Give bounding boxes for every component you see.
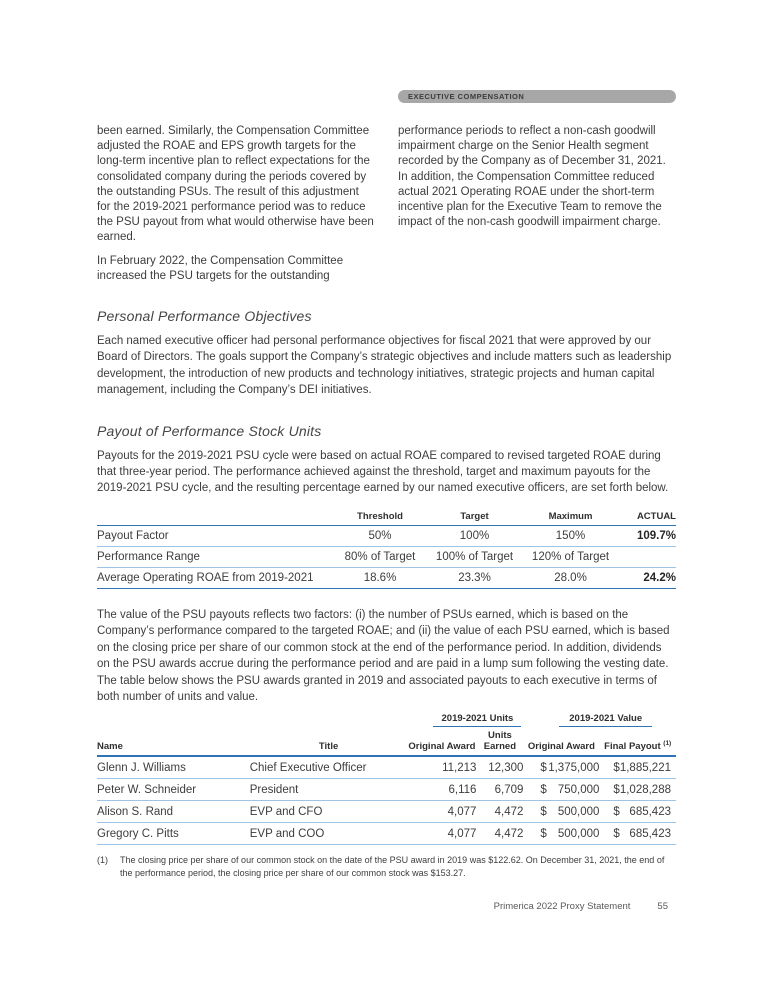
table-row bbox=[97, 779, 676, 801]
cell-original-award-units: 11,213 bbox=[442, 761, 477, 774]
cell-units-earned: 4,472 bbox=[494, 827, 524, 840]
psu-header-maximum: Maximum bbox=[548, 510, 593, 522]
row-label: Payout Factor bbox=[97, 529, 169, 542]
currency-sign: $ bbox=[540, 805, 547, 818]
psu-header-actual: ACTUAL bbox=[636, 510, 676, 522]
currency-sign: $ bbox=[540, 783, 547, 796]
cell-original-award-value: $ 750,000 bbox=[540, 783, 600, 796]
psu-header-blank bbox=[97, 511, 334, 526]
awards-group-header-row bbox=[97, 713, 676, 727]
page-number: 55 bbox=[657, 901, 668, 913]
row-label: Performance Range bbox=[97, 550, 200, 563]
cell-original-award-value: $ 1,375,000 bbox=[540, 761, 600, 774]
intro-left-paragraph-2: In February 2022, the Compensation Committee increased the PSU targets for the outstanding bbox=[97, 254, 344, 282]
footer-document-title: Primerica 2022 Proxy Statement bbox=[493, 901, 631, 913]
cell-executive-name: Glenn J. Williams bbox=[97, 761, 186, 774]
intro-left-paragraph-1: been earned. Similarly, the Compensation Committee adjusted the ROAE and EPS growth targets for the long-term incentive plan to reflect expectations for the consolidated company during the periods covered by the outstanding PSUs. The result of this adjustment for the 2019-2021 performance period was to reduce the PSU payout from what would otherwise have been earned. bbox=[97, 125, 374, 244]
intro-left-column bbox=[97, 90, 375, 284]
cell-executive-name: Alison S. Rand bbox=[97, 805, 174, 818]
table-row bbox=[97, 801, 676, 823]
psu-performance-table bbox=[97, 511, 676, 589]
cell-executive-name: Peter W. Schneider bbox=[97, 783, 197, 796]
cell-target: 100% bbox=[459, 529, 490, 542]
group-header-value: 2019-2021 Value bbox=[523, 713, 676, 727]
cell-maximum: 120% of Target bbox=[531, 550, 610, 563]
intro-two-column-section bbox=[97, 90, 676, 284]
table-row bbox=[97, 823, 676, 845]
awards-column-header-row bbox=[97, 727, 676, 756]
currency-sign: $ bbox=[613, 783, 620, 796]
cell-original-award-units: 4,077 bbox=[447, 805, 477, 818]
cell-title: EVP and COO bbox=[249, 827, 325, 840]
cell-actual: 24.2% bbox=[643, 571, 676, 584]
heading-personal-performance-objectives: Personal Performance Objectives bbox=[97, 308, 312, 325]
currency-sign: $ bbox=[613, 827, 620, 840]
footnote bbox=[97, 854, 676, 879]
cell-title: President bbox=[249, 783, 299, 796]
currency-sign: $ bbox=[613, 761, 620, 774]
currency-sign: $ bbox=[540, 827, 547, 840]
footnote-text: The closing price per share of our common stock on the date of the PSU award in 2019 was $122.62. On December 31, 2021, the end of the performance period, the closing price per share of our common stock was $153.27. bbox=[120, 855, 665, 878]
currency-sign: $ bbox=[540, 761, 547, 774]
cell-original-award-units: 6,116 bbox=[448, 783, 477, 796]
psu-table-header bbox=[97, 511, 676, 526]
row-label: Average Operating ROAE from 2019-2021 bbox=[97, 571, 314, 584]
group-header-units: 2019-2021 Units bbox=[407, 713, 523, 727]
psu-header-threshold: Threshold bbox=[357, 510, 403, 522]
executive-compensation-badge: EXECUTIVE COMPENSATION bbox=[398, 90, 676, 103]
intro-right-column bbox=[398, 90, 676, 284]
group-header-blank bbox=[97, 713, 407, 727]
cell-units-earned: 12,300 bbox=[488, 761, 524, 774]
header-units-earned: Units Earned bbox=[476, 727, 523, 756]
table-row bbox=[97, 546, 676, 567]
cell-actual: 109.7% bbox=[636, 529, 676, 542]
cell-actual bbox=[618, 546, 676, 567]
header-title: Title bbox=[250, 727, 408, 756]
cell-title: Chief Executive Officer bbox=[249, 761, 367, 774]
psu-awards-table bbox=[97, 713, 676, 845]
cell-title: EVP and CFO bbox=[249, 805, 323, 818]
header-original-award-units: Original Award bbox=[407, 727, 476, 756]
psu-payout-paragraph: Payouts for the 2019-2021 PSU cycle were based on actual ROAE compared to revised targeted ROAE during that three-year period. The performance achieved against the threshold, target and maximum payouts for the 2019-2021 PSU cycle, and the resulting percentage earned by our named executive officers, are set forth below. bbox=[97, 449, 669, 495]
cell-threshold: 80% of Target bbox=[344, 550, 416, 563]
cell-original-award-value: $ 500,000 bbox=[540, 805, 600, 818]
awards-table-header bbox=[97, 713, 676, 756]
table-row bbox=[97, 525, 676, 546]
heading-payout-of-performance-stock-units: Payout of Performance Stock Units bbox=[97, 422, 322, 439]
cell-final-payout: $ 1,885,221 bbox=[613, 761, 671, 774]
cell-final-payout: $ 685,423 bbox=[613, 805, 671, 818]
header-final-payout: Final Payout $^{(1)}$ bbox=[599, 727, 676, 756]
psu-header-target: Target bbox=[460, 510, 489, 522]
cell-target: 23.3% bbox=[458, 571, 491, 584]
cell-executive-name: Gregory C. Pitts bbox=[97, 827, 179, 840]
cell-original-award-units: 4,077 bbox=[447, 827, 477, 840]
cell-final-payout: $ 1,028,288 bbox=[613, 783, 671, 796]
cell-maximum: 28.0% bbox=[554, 571, 587, 584]
intro-right-paragraph-1: performance periods to reflect a non-cash goodwill impairment charge on the Senior Health segment recorded by the Company as of December 31, 2021. In addition, the Compensation Committee reduced actual 2021 Operating ROAE under the short-term incentive plan for the Executive Team to remove the impact of the non-cash goodwill impairment charge. bbox=[398, 125, 666, 229]
cell-threshold: 50% bbox=[368, 529, 392, 542]
personal-performance-paragraph: Each named executive officer had personal performance objectives for fiscal 2021 that were approved by our Board of Directors. The goals support the Company’s strategic objectives and include matters such as leadership development, the introduction of new products and technology initiatives, strategic projects and human capital management, including the Company’s DEI initiatives. bbox=[97, 335, 672, 397]
header-original-award-value: Original Award bbox=[523, 727, 599, 756]
psu-value-paragraph: The value of the PSU payouts reflects two factors: (i) the number of PSUs earned, which is based on the Company’s performance compared to the targeted ROAE; and (ii) the value of each PSU earned, which is based on the closing price per share of our common stock at the end of the performance period. In addition, dividends on the PSU awards accrue during the performance period and are paid in a lump sum following the vesting date. The table below shows the PSU awards granted in 2019 and associated payouts to each executive in terms of both number of units and value. bbox=[97, 608, 670, 703]
cell-target: 100% of Target bbox=[435, 550, 514, 563]
cell-threshold: 18.6% bbox=[363, 571, 397, 584]
page-footer bbox=[97, 901, 676, 912]
cell-units-earned: 4,472 bbox=[494, 805, 524, 818]
table-row bbox=[97, 756, 676, 779]
cell-original-award-value: $ 500,000 bbox=[540, 827, 600, 840]
table-row bbox=[97, 567, 676, 588]
cell-final-payout: $ 685,423 bbox=[613, 827, 671, 840]
cell-units-earned: 6,709 bbox=[494, 783, 524, 796]
currency-sign: $ bbox=[613, 805, 620, 818]
cell-maximum: 150% bbox=[555, 529, 586, 542]
header-name: Name bbox=[97, 727, 250, 756]
footnote-marker: (1) bbox=[97, 855, 108, 866]
footnote-reference: (1) bbox=[663, 740, 672, 748]
